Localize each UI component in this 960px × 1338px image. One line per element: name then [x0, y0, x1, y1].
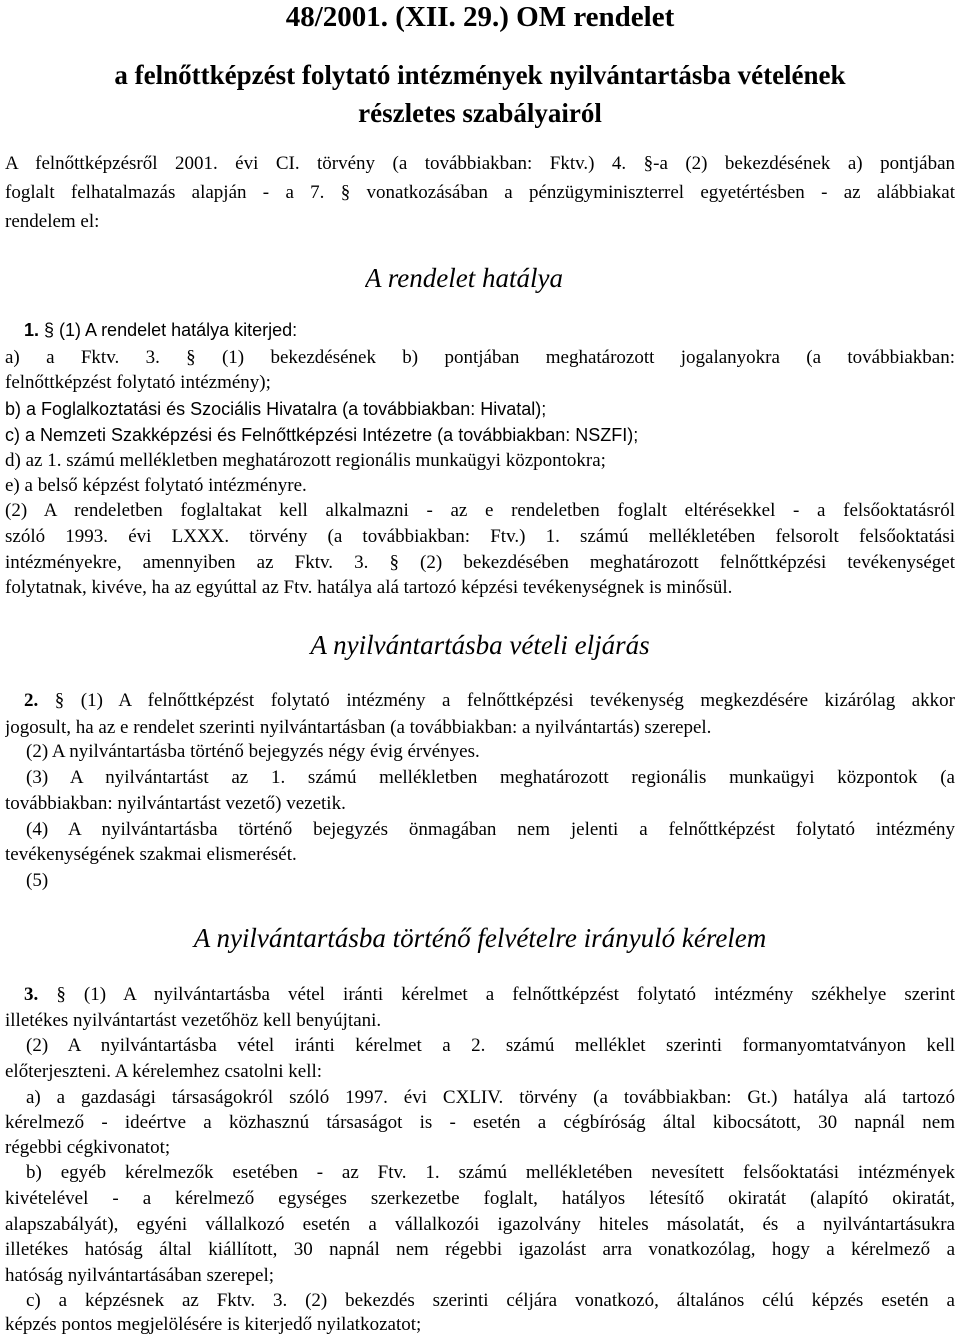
paragraph-3-line: hatóság nyilvántartásában szerepel;: [5, 1265, 275, 1286]
paragraph-sign: §: [44, 320, 60, 340]
paragraph-2-line: (2) A nyilvántartásba történő bejegyzés négy évig érvényes.: [26, 741, 480, 762]
paragraph-1-line: felnőttképzést folytató intézmény);: [5, 372, 271, 393]
paragraph-1-line: folytatnak, kivéve, ha az egyúttal az Ftv. hatálya alá tartozó képzési tevékenységnek is minősül.: [5, 577, 733, 598]
document-title: 48/2001. (XII. 29.) OM rendelet: [285, 1, 675, 33]
paragraph-1-line: a) a Fktv. 3. § (1) bekezdésének b) pontjában meghatározott jogalanyokra (a továbbiakban:: [5, 347, 955, 368]
paragraph-3-line: képzés pontos megjelölésére is kiterjedő nyilatkozatot;: [5, 1314, 422, 1335]
paragraph-2-line: (5): [26, 870, 49, 891]
paragraph-text: (1) A rendelet hatálya kiterjed:: [59, 320, 298, 340]
section-heading-registration-request: A nyilvántartásba történő felvételre irányuló kérelem: [193, 923, 767, 953]
preamble-line: A felnőttképzésről 2001. évi CI. törvény (a továbbiakban: Fktv.) 4. §-a (2) bekezdésének a) pontjában: [5, 153, 955, 174]
section-heading-scope: A rendelet hatálya: [365, 263, 563, 293]
paragraph-3-line: alapszabályát), egyéni vállalkozó esetén a vállalkozói igazolvány hiteles másolatát, és a nyilvántartásukra: [5, 1214, 955, 1235]
document-subtitle-line-2: részletes szabályairól: [358, 98, 602, 128]
paragraph-number: 1.: [24, 320, 40, 340]
section-heading-registration-procedure: A nyilvántartásba vételi eljárás: [310, 630, 650, 660]
paragraph-2-line: [24, 690, 955, 712]
paragraph-2-line: (4) A nyilvántartásba történő bejegyzés önmagában nem jelenti a felnőttképzést folytató intézmény: [26, 819, 955, 840]
paragraph-3-line: a) a gazdasági társaságokról szóló 1997. évi CXLIV. törvény (a továbbiakban: Gt.) hatálya alá tartozó: [26, 1087, 955, 1108]
paragraph-1-line: b) a Foglalkoztatási és Szociális Hivatalra (a továbbiakban: Hivatal);: [5, 399, 547, 419]
preamble-line: foglalt felhatalmazás alapján - a 7. § vonatkozásában a pénzügyminiszterrel egyetértésben - az alábbiakat: [5, 182, 955, 203]
paragraph-3-line: régebbi cégkivonatot;: [5, 1137, 171, 1158]
paragraph-number: 2.: [24, 690, 39, 711]
paragraph-3-line: illetékes nyilvántartást vezetőhöz kell benyújtani.: [5, 1010, 382, 1031]
paragraph-number: 3.: [24, 984, 39, 1005]
paragraph-2-line: továbbiakban: nyilvántartást vezető) vezetik.: [5, 793, 346, 814]
paragraph-3-line: illetékes hatóság által kiállított, 30 napnál nem régebbi igazolást arra vonatkozólag, hogy a kérelmező a: [5, 1239, 955, 1260]
preamble-line: rendelem el:: [5, 211, 100, 232]
paragraph-3-line: c) a képzésnek az Fktv. 3. (2) bekezdés szerinti céljára vonatkozó, általános célú képzés esetén a: [26, 1290, 955, 1311]
paragraph-3-line: (2) A nyilvántartásba vétel iránti kérelmet a 2. számú melléklet szerinti formanyomtatványon kell: [26, 1035, 955, 1056]
paragraph-2-line: jogosult, ha az e rendelet szerinti nyilvántartásban (a továbbiakban: a nyilvántartás) szerepel.: [5, 717, 712, 738]
paragraph-1-line: c) a Nemzeti Szakképzési és Felnőttképzési Intézetre (a továbbiakban: NSZFI);: [5, 425, 639, 445]
paragraph-3-line: kérelmező - ideértve a közhasznú társaságot is - esetén a cégbíróság által kibocsátott, 30 napnál nem: [5, 1112, 955, 1133]
paragraph-3-line: b) egyéb kérelmezők esetében - az Ftv. 1. számú mellékletében nevesített felsőoktatási intézmények: [26, 1162, 955, 1183]
paragraph-1-line: szóló 1993. évi LXXX. törvény (a továbbiakban: Ftv.) 1. számú mellékletében felsorolt felsőoktatási: [5, 526, 955, 547]
paragraph-text: § (1) A nyilvántartásba vétel iránti kérelmet a felnőttképzést folytató intézmény székhelye szerint: [56, 984, 955, 1005]
paragraph-1-line: [24, 319, 955, 341]
paragraph-1-line: intézményekre, amennyiben az Fktv. 3. § (2) bekezdésében meghatározott felnőttképzési tevékenységet: [5, 552, 955, 573]
paragraph-1-line: e) a belső képzést folytató intézményre.: [5, 475, 307, 496]
paragraph-3-line: előterjeszteni. A kérelemhez csatolni kell:: [5, 1061, 323, 1082]
paragraph-1-line: (2) A rendeletben foglaltakat kell alkalmazni - az e rendeletben foglalt eltérésekkel - a felsőoktatásról: [5, 500, 955, 521]
paragraph-3-line: [24, 984, 955, 1006]
document-subtitle-line-1: a felnőttképzést folytató intézmények nyilvántartásba vételének: [114, 60, 846, 90]
paragraph-1-line: d) az 1. számú mellékletben meghatározott regionális munkaügyi központokra;: [5, 450, 606, 471]
paragraph-3-line: kivételével - a kérelmező egységes szerkezetbe foglalt, hatályos létesítő okiratát (alapító okiratát,: [5, 1188, 955, 1209]
paragraph-2-line: (3) A nyilvántartást az 1. számú mellékletben meghatározott regionális munkaügyi központok (a: [26, 767, 955, 788]
paragraph-text: § (1) A felnőttképzést folytató intézmény a felnőttképzési tevékenység megkezdésére kizárólag akkor: [54, 690, 955, 711]
paragraph-2-line: tevékenységének szakmai elismerését.: [5, 844, 297, 865]
